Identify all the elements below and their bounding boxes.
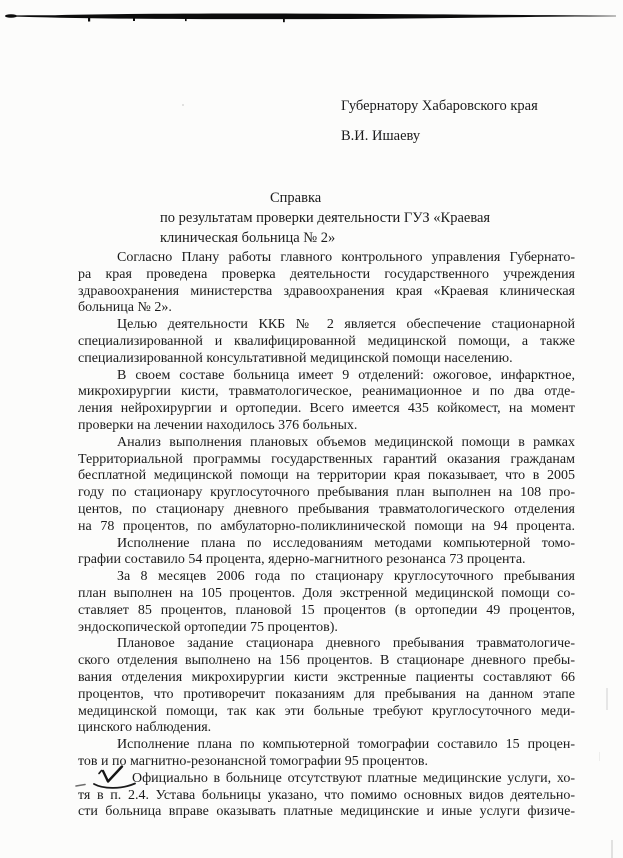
body-line: Плановое задание стационара дневного пребывания травматологиче-	[117, 636, 575, 652]
body-line: В своем составе больница имеет 9 отделений: ожоговое, инфарктное,	[117, 367, 575, 383]
recipient-line-1: Губернатору Хабаровского края	[341, 98, 538, 114]
body-line: графии составило 54 процента, ядерно-магнитного резонанса 73 процента.	[78, 552, 526, 568]
body-line: Исполнение плана по исследованиям методами компьютерной томо-	[117, 535, 575, 551]
paragraph	[78, 317, 575, 367]
body-line: микрохирургии кисти, травматологическое, реанимационное и по два отде-	[78, 384, 575, 400]
scan-speck	[92, 566, 94, 568]
body-line: специализированной и квалифицированной медицинской помощи, а также	[78, 333, 575, 349]
title-line-2: по результатам проверки деятельности ГУЗ «Краевая	[160, 210, 491, 226]
scan-streak-artifact	[0, 0, 623, 30]
title-line-1: Справка	[270, 190, 322, 206]
body-line: медицинской помощи, так как эти больные требуют круглосуточного меди-	[78, 703, 575, 719]
body-line: бесплатной медицинской помощи на территории края показывает, что в 2005	[78, 468, 575, 484]
scan-artifact	[606, 688, 608, 710]
body-line: Целью деятельности ККБ № 2 является обеспечение стационарной	[117, 317, 575, 333]
body-line: больница № 2».	[78, 300, 172, 316]
recipient-block	[341, 91, 538, 151]
body-line: здравоохранения министерства здравоохранения края «Краевая клиническая	[78, 283, 575, 299]
body-line: вания отделения микрохирургии кисти экстренные пациенты составляют 66	[78, 669, 575, 685]
body-line: процентов, что противоречит показаниям для пребывания на данном этапе	[78, 686, 575, 702]
paragraph	[78, 771, 575, 821]
title-line-3: клиническая больница № 2»	[160, 230, 336, 246]
paragraph	[78, 250, 575, 317]
body-line: сти больница вправе оказывать платные медицинские и иные услуги физиче-	[78, 804, 575, 820]
body-text	[78, 250, 575, 821]
body-line: план выполнен на 105 процентов. Доля экстренной медицинской помощи со-	[78, 585, 575, 601]
scan-artifact	[611, 840, 613, 858]
scan-speck	[182, 104, 184, 106]
recipient-line-2: В.И. Ишаеву	[341, 128, 421, 144]
body-line: ставляет 85 процентов, плановой 15 процентов (в ортопедии 49 процентов,	[78, 602, 575, 618]
handwritten-checkmark-icon	[72, 762, 144, 796]
body-line: Территориальной программы государственных гарантий оказания гражданам	[78, 451, 575, 467]
body-line: ра края проведена проверка деятельности государственного учреждения	[78, 266, 575, 282]
body-line: За 8 месяцев 2006 года по стационару круглосуточного пребывания	[117, 569, 575, 585]
paragraph	[78, 435, 575, 536]
body-line: тя в п. 2.4. Устава больницы указано, что помимо основных видов деятельно-	[78, 787, 575, 803]
body-line: году по стационару круглосуточного пребывания план выполнен на 108 про-	[78, 485, 575, 501]
scan-artifact	[599, 752, 600, 761]
body-line: Анализ выполнения плановых объемов медицинской помощи в рамках	[117, 434, 575, 450]
paragraph	[78, 536, 575, 570]
paragraph	[78, 569, 575, 636]
body-line: специализированной консультативной медицинской помощи населению.	[78, 350, 513, 366]
body-line: ского отделения выполнено на 156 процентов. В стационаре дневного пребы-	[78, 653, 575, 669]
body-line: центов, по стационару дневного пребывания травматологического отделения	[78, 501, 575, 517]
body-line: на 78 процентов, по амбулаторно-поликлинической помощи на 94 процента.	[78, 518, 575, 534]
body-line: эндоскопической ортопедии 75 процентов).	[78, 619, 338, 635]
paragraph	[78, 368, 575, 435]
body-line: проверки на лечении находилось 376 больных.	[78, 417, 358, 433]
paragraph	[78, 737, 575, 771]
paragraph	[78, 636, 575, 737]
body-line: Официально в больнице отсутствуют платные медицинские услуги, хо-	[132, 770, 575, 786]
body-line: Согласно Плану работы главного контрольного управления Губернато-	[117, 250, 575, 265]
document-title	[160, 188, 500, 248]
body-line: ления нейрохирургии и ортопедии. Всего имеется 435 койкомест, на момент	[78, 401, 575, 417]
body-line: Исполнение плана по компьютерной томографии составило 15 процен-	[117, 737, 575, 753]
body-line: тов и по магнитно-резонансной томографии 95 процентов.	[78, 753, 429, 769]
body-line: цинского наблюдения.	[78, 720, 212, 736]
